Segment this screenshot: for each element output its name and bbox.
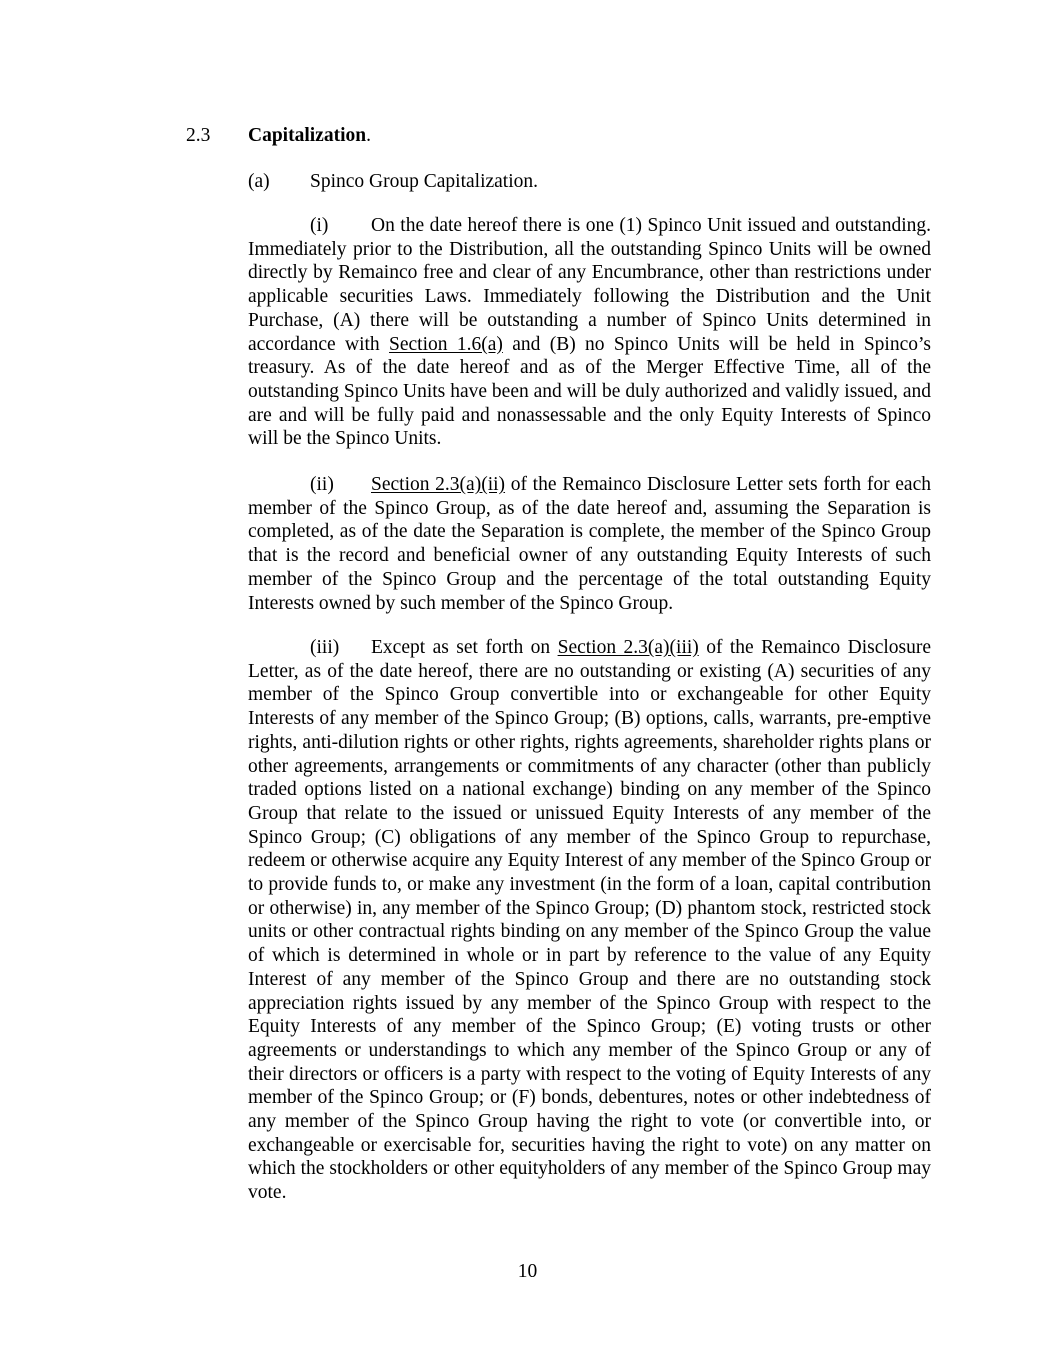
paragraph-text: and (B) no Spinco Units will be held in Spinco’s treasury. As of the date hereof and as of the Merger Effective Time, all of the outstanding Spinco Units have been and will be duly authorized and validly issued, and are and will be fully paid and nonassessable and the only Equity Interests of Spinco will be the Spinco Units.	[248, 333, 932, 450]
paragraph-iii	[248, 636, 931, 1205]
page-number: 10	[517, 1261, 538, 1282]
section-title: Capitalization	[248, 125, 367, 146]
paragraph-text: Except as set forth on	[371, 637, 558, 658]
paragraph-marker: (ii)	[310, 474, 334, 495]
paragraph-marker: (iii)	[310, 637, 340, 658]
paragraph-ii	[248, 473, 931, 615]
subsection-label: (a)	[248, 171, 270, 192]
paragraph-i	[248, 214, 931, 451]
section-reference: Section 2.3(a)(iii)	[557, 637, 699, 658]
subsection-heading	[248, 170, 538, 194]
paragraph-text: On the date hereof there is one (1) Spinco Unit issued and outstanding. Immediately prior to the Distribution, all the outstanding Spinco Units will be owned directly by Remainco free and clear of any Encumbrance, other than restrictions under applicable securities Laws. Immediately following the Distribution and the Unit Purchase, (A) there will be outstanding a number of Spinco Units determined in accordance with	[248, 215, 931, 355]
subsection-title: Spinco Group Capitalization.	[310, 171, 539, 192]
section-reference: Section 2.3(a)(ii)	[371, 474, 506, 495]
paragraph-marker: (i)	[310, 215, 329, 236]
paragraph-text: of the Remainco Disclosure Letter sets forth for each member of the Spinco Group, as of the date hereof and, assuming the Separation is completed, as of the date the Separation is complete, the member of the Spinco Group that is the record and beneficial owner of any outstanding Equity Interests of such member of the Spinco Group and the percentage of the total outstanding Equity Interests owned by such member of the Spinco Group.	[248, 474, 931, 614]
paragraph-text: of the Remainco Disclosure Letter, as of the date hereof, there are no outstanding or existing (A) securities of any member of the Spinco Group convertible into or exchangeable for other Equity Interests of any member of the Spinco Group; (B) options, calls, warrants, pre-emptive rights, anti-dilution rights or other rights, rights agreements, shareholder rights plans or other agreements, arrangements or commitments of any character (other than publicly traded options listed on a national exchange) binding on any member of the Spinco Group that relate to the issued or unissued Equity Interests of any member of the Spinco Group; (C) obligations of any member of the Spinco Group to repurchase, redeem or otherwise acquire any Equity Interest of any member of the Spinco Group or to provide funds to, or make any investment (in the form of a loan, capital contribution or otherwise) in, any member of the Spinco Group; (D) phantom stock, restricted stock units or other contractual rights binding on any member of the Spinco Group the value of which is determined in whole or in part by reference to the value of any Equity Interest of any member of the Spinco Group and there are no outstanding stock appreciation rights issued by any member of the Spinco Group with respect to the Equity Interests of any member of the Spinco Group; (E) voting trusts or other agreements or understandings to which any member of the Spinco Group or any of their directors or officers is a party with respect to the voting of Equity Interests of any member of the Spinco Group; or (F) bonds, debentures, notes or other indebtedness of any member of the Spinco Group having the right to vote (or convertible into, or exchangeable or exercisable for, securities having the right to vote) on any matter on which the stockholders or other equityholders of any member of the Spinco Group may vote.	[248, 637, 932, 1204]
section-reference: Section 1.6(a)	[389, 333, 503, 355]
section-title-punctuation: .	[366, 125, 371, 146]
section-number: 2.3	[186, 125, 211, 146]
section-heading	[186, 124, 886, 148]
